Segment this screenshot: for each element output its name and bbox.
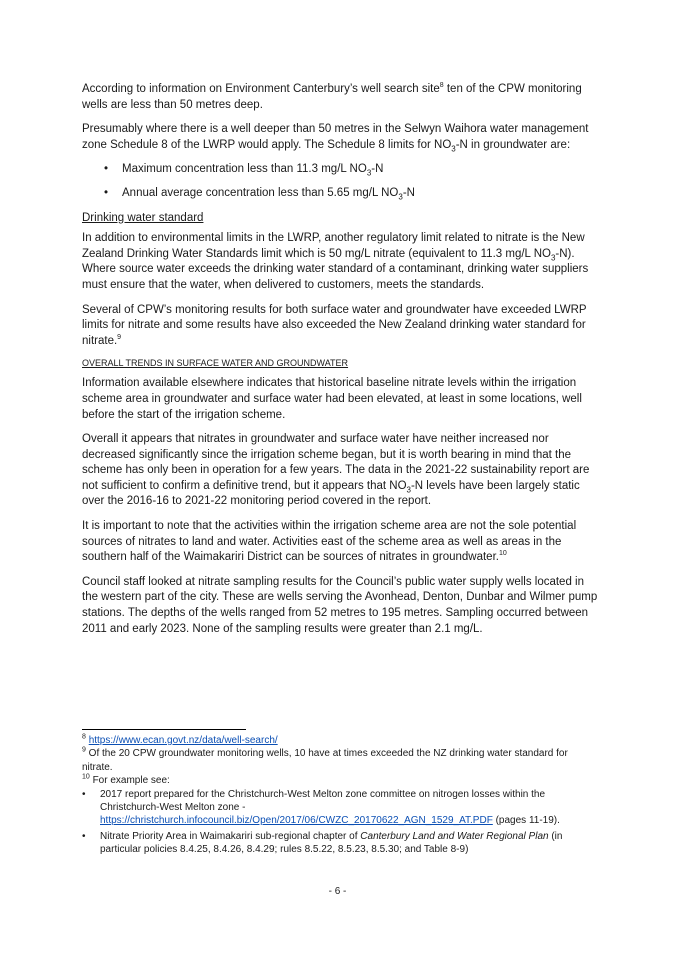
schedule-8-limits-list	[82, 162, 598, 201]
paragraph-overall-trend: Overall it appears that nitrates in groundwater and surface water have neither increased nor decreased significantly since the irrigation scheme began, but it is worth bearing in mind that the scheme has only been in operation for a few years. The data in the 2021-22 sustainability report are not sufficient to confirm a definitive trend, but it appears that $NO_3-N$ levels have been largely static over the 2016-16 to 2021-22 monitoring period covered in the report.	[82, 433, 590, 508]
footnote-ref-8[interactable]: 8	[439, 82, 444, 90]
footnote-10-item-plan: • Nitrate Priority Area in Waimakariri sub-regional chapter of Canterbury Land and Water Regional Plan (in particular policies 8.4.25, 8.4.26, 8.4.29; rules 8.5.22, 8.5.23, 8.5.30; and Table 8-9)	[82, 830, 563, 856]
list-item: • Annual average concentration less than 5.65 mg/L $NO_3-N$	[104, 186, 415, 202]
paragraph-drinking-water-limit: In addition to environmental limits in the LWRP, another regulatory limit related to nitrate is the New Zealand Drinking Water Standards limit which is 50 mg/L nitrate (equivalent to 11.3 mg/L $NO_3-N$). Where source water exceeds the drinking water standard of a contaminant, drinking water suppliers must ensure that the water, when delivered to customers, meets the standards.	[82, 232, 589, 291]
well-search-link[interactable]: https://www.ecan.govt.nz/data/well-search/	[88, 735, 278, 746]
footnote-10: $^{10}$ For example see:	[82, 773, 170, 787]
heading-drinking-water-standard: Drinking water standard	[82, 211, 204, 224]
body-text	[82, 82, 598, 646]
bullet-icon: •	[82, 788, 86, 800]
footnote-ref-9[interactable]: 9	[117, 333, 122, 341]
paragraph-cpw-exceedances: Several of CPW’s monitoring results for both surface water and groundwater have exceeded LWRP limits for nitrate and some results have also exceeded the New Zealand drinking water standard for nitrate.$^9$	[82, 303, 587, 347]
paragraph-council-sampling: Council staff looked at nitrate sampling results for the Council’s public water supply wells located in the western part of the city. These are wells serving the Avonhead, Denton, Dunbar and Wilmer pump stations. The depths of the wells ranged from 52 metres to 195 metres. Sampling occurred between 2011 and early 2023. None of the sampling results were greater than 2.1 mg/L.	[82, 575, 598, 635]
bullet-icon: •	[82, 830, 86, 842]
paragraph-historical-baseline: Information available elsewhere indicates that historical baseline nitrate levels within the irrigation scheme area in groundwater and surface water had been elevated, at least in some locations, well before the start of the irrigation scheme.	[82, 377, 582, 421]
heading-overall-trends: OVERALL TRENDS IN SURFACE WATER AND GROUNDWATER	[82, 358, 349, 369]
paragraph-schedule-8: Presumably where there is a well deeper than 50 metres in the Selwyn Waihora water management zone Schedule 8 of the LWRP would apply. The Schedule 8 limits for $NO_3-N$ in groundwater are:	[82, 123, 589, 154]
footnote-8: $^8$ https://www.ecan.govt.nz/data/well-search/	[82, 733, 278, 746]
bullet-icon: •	[104, 163, 109, 176]
paragraph-well-search: According to information on Environment Canterbury’s well search site$^8$ ten of the CPW monitoring wells are less than 50 metres deep.	[82, 82, 582, 111]
footnote-10-item-report: • 2017 report prepared for the Christchurch-West Melton zone committee on nitrogen losses within the Christchurch-West Melton zone - https://christchurch.infocouncil.biz/Open/2017/06/CWZC_20170622_AGN_1529_AT.PDF (pages 11-19).	[82, 788, 560, 827]
footnote-separator	[82, 729, 246, 730]
footnote-ref-10[interactable]: 10	[498, 550, 507, 558]
footnote-9: $^9$ Of the 20 CPW groundwater monitoring wells, 10 have at times exceeded the NZ drinking water standard for nitrate.	[82, 747, 568, 773]
bullet-icon: •	[104, 186, 109, 199]
page-number: - 6 -	[328, 886, 347, 897]
list-item: • Maximum concentration less than 11.3 mg/L $NO_3-N$	[104, 163, 384, 178]
footnotes	[82, 734, 598, 857]
infocouncil-pdf-link[interactable]: https://christchurch.infocouncil.biz/Open/2017/06/CWZC_20170622_AGN_1529_AT.PDF	[100, 815, 493, 827]
paragraph-other-sources: It is important to note that the activities within the irrigation scheme area are not the sole potential sources of nitrates to land and water. Activities east of the scheme area as well as areas in the southern half of the Waimakariri District can be sources of nitrates in groundwater.$^{10}$	[82, 520, 577, 564]
